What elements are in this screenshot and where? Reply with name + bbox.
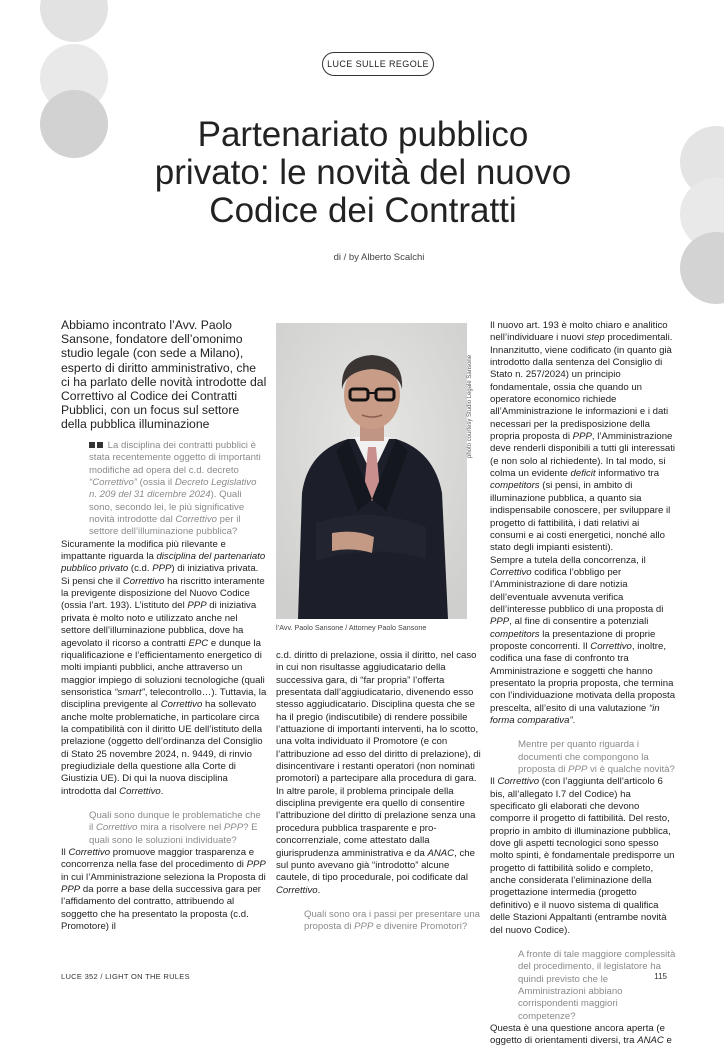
- decorative-circle-top-left-3: [40, 90, 108, 158]
- answer-2: Il Correttivo promuove maggior trasparenza e concorrenza nella fase del procedimento di PPP in cui l’Amministrazione seleziona la Proposta di PPP da porre a base della successiva gara per l’affidamento del contratto, attribuendo al soggetto che ha presentato la proposta (c.d. Promotore) il: [61, 847, 266, 933]
- question-2: Quali sono dunque le problematiche che il Correttivo mira a risolvere nel PPP? E quali sono le soluzioni individuate?: [89, 809, 261, 846]
- answer-3: c.d. diritto di prelazione, ossia il diritto, nel caso in cui non risultasse aggiudicatario della successiva gara, di “far propria” l’offerta presentata dall’aggiudicatario, divenendo esso stesso aggiudicatario. Disciplina questa che se ha il pregio (indiscutibile) di rendere possibile l’attuazione di importanti interventi, ha lo scotto, una volta individuato il Promotore (e con l’attribuzione ad esso del diritto di prelazione), di disincentivare i restanti operatori (non nominati promotori) a partecipare alla procedura di gara. In altre parole, il problema principale della disciplina previgente era quello di consentire l’attribuzione del diritto di prelazione senza una procedura pubblica trasparente e pro-concorrenziale, come attestato dalla giurisprudenza amministrativa e da ANAC, che sul punto avevano già “introdotto” alcune cautele, di tipo procedurale, poi codificate dal Correttivo.: [276, 650, 481, 896]
- answer-1: Sicuramente la modifica più rilevante e impattante riguarda la disciplina del partenariato pubblico privato (c.d. PPP) di iniziativa privata. Si pensi che il Correttivo ha riscritto interamente la previgente disposizione del Nuovo Codice (ossia l’art. 193). L’istituto del PPP di iniziativa privata è molto noto e utilizzato anche nel settore dell’illuminazione pubblica, dove ha agevolato il ricorso a contratti EPC e dunque la riqualificazione e l’efficientamento energetico di molti impianti pubblici, anche attraverso un maggior impiego di soluzioni tecnologiche (quali sensoristica “smart”, telecontrollo…). Tuttavia, la disciplina previgente al Correttivo ha sollevato anche molte problematiche, in particolare circa la compatibilità con il diritto UE dell’istituto della prelazione (oggetto dell’ordinanza del Consiglio di Stato 25 novembre 2024, n. 9449, di rinvio pregiudiziale della questione alla Corte di Giustizia UE). Di qui la nuova disciplina introdotta dal Correttivo.: [61, 538, 267, 797]
- portrait-illustration: [276, 323, 467, 619]
- photo-credit: photo courtesy Studio Legale Sansone: [467, 354, 473, 458]
- question-3: Quali sono ora i passi per presentare una proposta di PPP e divenire Promotori?: [304, 908, 480, 933]
- portrait-photo: [276, 323, 467, 619]
- question-4: Mentre per quanto riguarda i documenti che compongono la proposta di PPP vi è qualche novità?: [518, 739, 675, 776]
- answer-7: Questa è una questione ancora aperta (e oggetto di orientamenti diversi, tra ANAC e: [490, 1022, 672, 1047]
- decorative-circle-right-3: [680, 232, 724, 304]
- column-2: [276, 650, 481, 934]
- photo-caption: l’Avv. Paolo Sansone / Attorney Paolo Sansone: [276, 623, 427, 632]
- footer-issue-label: LUCE 352 / LIGHT ON THE RULES: [61, 972, 190, 981]
- section-label: LUCE SULLE REGOLE: [322, 52, 434, 76]
- page-number: 115: [654, 972, 667, 981]
- square-bullet-icon: [97, 442, 103, 448]
- answer-6: Il Correttivo (con l’aggiunta dell’articolo 6 bis, all’allegato I.7 del Codice) ha specificato gli elaborati che devono comporre il progetto di fattibilità. Del resto, proprio in ambito di illuminazione pubblica, dove gli aspetti tecnologici sono spesso molto spinti, è fondamentale predisporre un progetto di fattibilità solido e completo, anche considerata l’eliminazione della progettazione intermedia (progetto definitivo) e il nuovo sistema di qualifica delle Stazioni Appaltanti (entrambe novità del nuovo Codice).: [490, 776, 675, 936]
- question-5: A fronte di tale maggiore complessità del procedimento, il legislatore ha quindi previsto che le Amministrazioni abbiano corrispondenti maggiori competenze?: [518, 948, 676, 1022]
- square-bullet-icon: [89, 442, 95, 448]
- column-1: [61, 440, 267, 933]
- answer-4: Il nuovo art. 193 è molto chiaro e analitico nell’individuare i nuovi step procedimentali. Innanzitutto, viene codificato (in quanto già introdotto dalla sentenza del Consiglio di Stato n. 257/2024) un principio fondamentale, ossia che quando un operatore economico richiede all’Amministrazione le informazioni e i dati necessari per la predisposizione della propria proposta di PPP, l’Amministrazione deve renderli disponibili a tutti gli interessati (e non solo al richiedente). In tal modo, si colma un evidente deficit informativo tra competitors (si pensi, in ambito di illuminazione pubblica, a quanto sia indispensabile conoscere, per sviluppare il progetto di fattibilità, i dati relativi ai consumi e ai costi energetici, nonché allo stato degli impianti esistenti).: [490, 320, 676, 554]
- column-3: [490, 320, 676, 1048]
- intro-paragraph: Abbiamo incontrato l’Avv. Paolo Sansone, fondatore dell’omonimo studio legale (con sede a Milano), esperto di diritto amministrativo, che ci ha parlato delle novità introdotte dal Correttivo al Codice dei Contratti Pubblici, con un focus sul settore della pubblica illuminazione: [61, 318, 267, 432]
- decorative-circle-top-left-1: [40, 0, 108, 42]
- byline: di / by Alberto Scalchi: [333, 252, 425, 263]
- question-1: La disciplina dei contratti pubblici è stata recentemente oggetto di importanti modifiche ad opera del c.d. decreto “Correttivo” (ossia il Decreto Legislativo n. 209 del 31 dicembre 2024). Quali sono, secondo lei, le più significative novità introdotte dal Correttivo per il settore dell’illuminazione pubblica?: [89, 440, 261, 538]
- answer-5: Sempre a tutela della concorrenza, il Correttivo codifica l’obbligo per l’Amministrazione di dare notizia dell’eventuale avvenuta verifica dell’interesse pubblico di una proposta di PPP, al fine di consentire a potenziali competitors la presentazione di proprie proposte concorrenti. Il Correttivo, inoltre, codifica una fase di confronto tra Amministrazione e soggetti che hanno presentato la propria proposta, che termina con l’individuazione motivata della proposta prescelta, all’esito di una valutazione “in forma comparativa”.: [490, 554, 676, 726]
- article-title: Partenariato pubblico privato: le novità del nuovo Codice dei Contratti: [154, 115, 572, 230]
